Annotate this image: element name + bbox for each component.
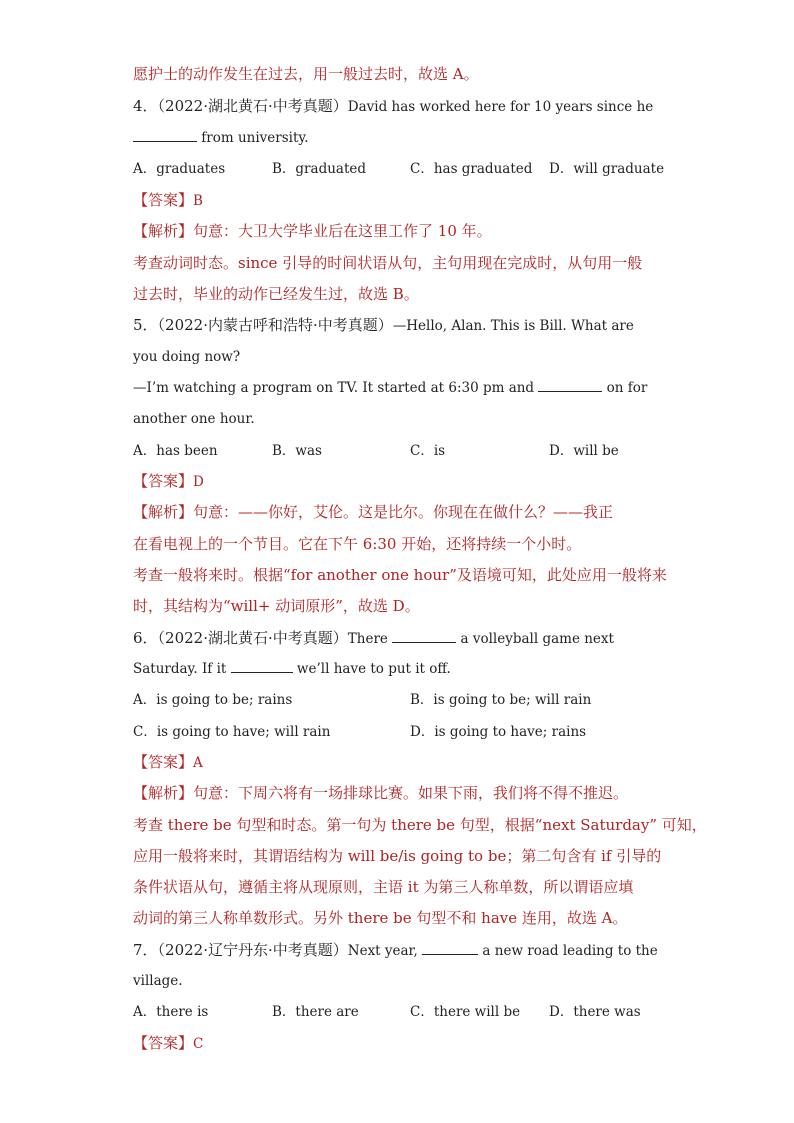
question-4-stem-line1 (133, 96, 653, 117)
question-4-stem-line2 (133, 128, 309, 148)
question-text: David has worked here for 10 years since he (347, 99, 654, 115)
question-text: a new road leading to the (478, 943, 658, 959)
answer-value: A (193, 755, 203, 771)
option-a: A．is going to be; rains (133, 692, 293, 708)
explanation-text: 句意：下周六将有一场排球比赛。如果下雨，我们将不得不推迟。 (193, 784, 629, 802)
option-a: A．has been (133, 443, 218, 459)
option-c: C．has graduated (410, 161, 533, 177)
option-d: D．there was (549, 1004, 641, 1020)
option-c: C．there will be (410, 1004, 521, 1020)
question-5-stem-line1 (133, 315, 634, 336)
explanation-line3: 考查一般将来时。根据“for another one hour”及语境可知，此处应用一般将来 (133, 566, 667, 584)
answer-value: C (193, 1036, 204, 1052)
explanation-line5: 动词的第三人称单数形式。另外 there be 句型不和 have 连用，故选 A。 (133, 909, 628, 927)
question-7-stem-line2: village. (133, 973, 183, 989)
explanation-line3: 过去时，毕业的动作已经发生过，故选 B。 (133, 285, 419, 303)
question-source: （2022·湖北黄石·中考真题） (157, 97, 348, 115)
question-7-stem-line1 (133, 940, 658, 961)
answer-line (133, 752, 203, 773)
question-text: Saturday. If it (133, 661, 231, 677)
option-d: D．will be (549, 443, 619, 459)
answer-line (133, 190, 203, 211)
explanation-line4: 时，其结构为“will+ 动词原形”，故选 D。 (133, 597, 420, 615)
question-number: 4． (133, 97, 158, 115)
answer-label: 【答案】 (133, 753, 194, 771)
question-5-stem-line4: another one hour. (133, 411, 255, 427)
answer-value: D (193, 474, 204, 490)
answer-blank (538, 379, 602, 392)
question-text: a volleyball game next (456, 631, 614, 647)
answer-line (133, 1033, 203, 1054)
option-a: A．graduates (133, 161, 226, 177)
prev-explanation-tail: 愿护士的动作发生在过去，用一般过去时，故选 A。 (133, 65, 479, 83)
explanation-label: 【解析】 (133, 503, 194, 521)
explanation-line3: 应用一般将来时，其谓语结构为 will be/is going to be；第二句含有 if 引导的 (133, 847, 662, 865)
option-b: B．graduated (272, 161, 367, 177)
answer-blank (422, 942, 478, 955)
explanation-label: 【解析】 (133, 784, 194, 802)
answer-label: 【答案】 (133, 472, 194, 490)
question-5-stem-line3 (133, 378, 647, 398)
option-d: D．will graduate (549, 161, 665, 177)
question-number: 7． (133, 941, 158, 959)
answer-blank (133, 129, 197, 142)
explanation-line2: 在看电视上的一个节目。它在下午 6:30 开始，还将持续一个小时。 (133, 535, 582, 553)
explanation-line1 (133, 502, 613, 522)
explanation-line1 (133, 221, 492, 241)
option-b: B．is going to be; will rain (410, 692, 592, 708)
answer-value: B (193, 193, 203, 209)
question-6-stem-line1 (133, 628, 614, 649)
answer-line (133, 471, 204, 492)
explanation-line1 (133, 783, 628, 803)
explanation-text: 句意：——你好，艾伦。这是比尔。你现在在做什么？——我正 (193, 503, 614, 521)
question-source: （2022·内蒙古呼和浩特·中考真题） (157, 316, 393, 334)
question-text: on for (602, 380, 648, 396)
question-number: 6． (133, 629, 158, 647)
explanation-label: 【解析】 (133, 222, 194, 240)
option-d: D．is going to have; rains (410, 724, 587, 740)
explanation-line2: 考查 there be 句型和时态。第一句为 there be 句型，根据“next Saturday” 可知， (133, 816, 707, 834)
question-6-stem-line2 (133, 659, 451, 679)
option-b: B．there are (272, 1004, 359, 1020)
question-text: we’ll have to put it off. (292, 661, 451, 677)
question-text: —Hello, Alan. This is Bill. What are (392, 318, 634, 334)
answer-label: 【答案】 (133, 191, 194, 209)
explanation-line4: 条件状语从句，遵循主将从现原则，主语 it 为第三人称单数，所以谓语应填 (133, 878, 634, 896)
question-text: Next year, (347, 943, 423, 959)
option-a: A．there is (133, 1004, 209, 1020)
question-5-stem-line2: you doing now? (133, 349, 241, 365)
answer-label: 【答案】 (133, 1034, 194, 1052)
explanation-text: 句意：大卫大学毕业后在这里工作了 10 年。 (193, 222, 492, 240)
question-text: There (347, 631, 393, 647)
answer-blank (231, 660, 293, 673)
option-c: C．is (410, 443, 446, 459)
question-number: 5． (133, 316, 158, 334)
option-b: B．was (272, 443, 322, 459)
explanation-line2: 考查动词时态。since 引导的时间状语从句，主句用现在完成时，从句用一般 (133, 254, 643, 272)
question-source: （2022·湖北黄石·中考真题） (157, 629, 348, 647)
question-text: —I’m watching a program on TV. It started at 6:30 pm and (133, 380, 539, 396)
question-source: （2022·辽宁丹东·中考真题） (157, 941, 348, 959)
question-text: from university. (197, 130, 309, 146)
option-c: C．is going to have; will rain (133, 724, 331, 740)
answer-blank (392, 630, 456, 643)
